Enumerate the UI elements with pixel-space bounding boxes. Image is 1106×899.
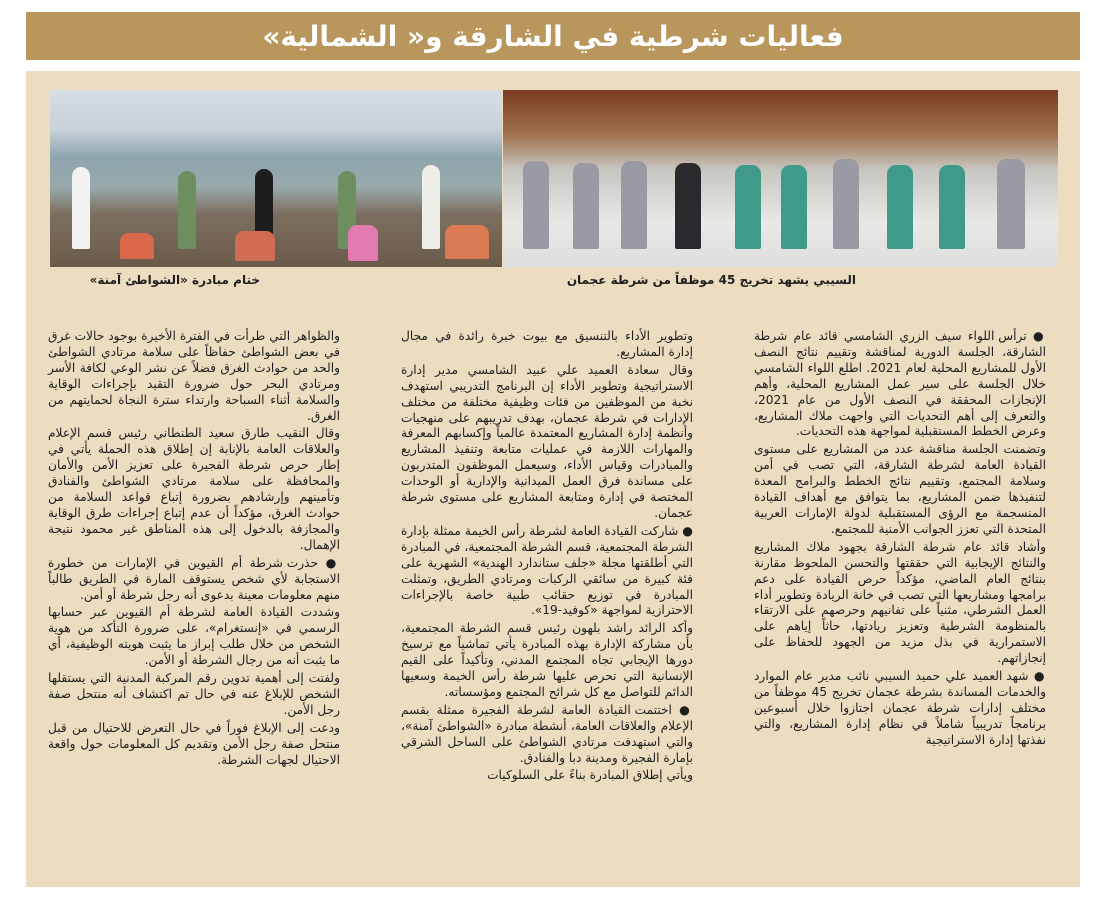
paragraph: وشددت القيادة العامة لشرطة أم القيوين عبر حسابها الرسمي في «إنستغرام»، على ضرورة التأكد من هوية الشخص من خلال طلب إبراز ما يثبت هويته الوظيفية، أي ما يثبت أنه من رجال الشرطة أو الأمن. [48, 605, 340, 668]
paragraph: والظواهر التي طرأت في الفترة الأخيرة بوجود حالات غرق في بعض الشواطئ حفاظاً على سلامة مرتادي الشواطئ والحد من حوادث الغرق فضلاً عن نشر الوعي لكافة الأسر ومرتادي البحر حول ضرورة التقيد بإجراءات الوقاية والسلامة أثناء السباحة وارتداء سترة النجاة لحمايتهم من الغرق. [48, 329, 340, 423]
paragraph: ● ترأس اللواء سيف الزري الشامسي قائد عام شرطة الشارقة، الجلسة الدورية لمناقشة وتقييم نتائج النصف الأول للمشاريع المحلية لعام 2021. اطلع اللواء الشامسي خلال الجلسة على سير عمل المشاريع المحلية، وأهم الإنجازات المحققة في النصف الأول من عام 2021، والتعرف إلى أهم التحديات التي واجهت ملاك المشاريع، وعرض الخطط المستقبلية لمواجهة هذه التحديات. [754, 329, 1046, 440]
article-column-right [754, 329, 1046, 751]
paragraph: ● حذرت شرطة أم القيوين في الإمارات من خطورة الاستجابة لأي شخص يستوقف المارة في الطريق طالباً منهم معلومات معينة بدعوى أنه رجل شرطة أو أمن. [48, 556, 340, 604]
paragraph: وأكد الرائد راشد بلهون رئيس قسم الشرطة المجتمعية، بأن مشاركة الإدارة بهذه المبادرة يأتي تماشياً مع ترسيخ دورها الإيجابي تجاه المجتمع المدني، وتأكيداً على القيم الإنسانية التي تحرص عليها شرطة رأس الخيمة وسعيها الدائم للتواصل مع كل شرائح المجتمع ومؤسساته. [401, 621, 693, 699]
paragraph: وتطوير الأداء بالتنسيق مع بيوت خبرة رائدة في مجال إدارة المشاريع. [401, 329, 693, 359]
paragraph: ● شاركت القيادة العامة لشرطة رأس الخيمة ممثلة بإدارة الشرطة المجتمعية، قسم الشرطة المجتمعية، في المبادرة التي أطلقتها مجلة «جلف ستاندارد الهندية» الشهرية على فئة كبيرة من سائقي الركبات ومرتادي الطريق، وتمثلت المبادرة في توزيع حقائب طبية خاصة بالإجراءات الاحترازية لمواجهة «كوفيد-19». [401, 524, 693, 619]
paragraph: ويأتي إطلاق المبادرة بناءً على السلوكيات [487, 768, 693, 783]
headline-bar [26, 12, 1080, 60]
graduation-photo-caption: السيبي يشهد تخريج 45 موظفاً من شرطة عجمان [566, 273, 856, 287]
beach-photo-caption: ختام مبادرة «الشواطئ آمنة» [89, 273, 260, 287]
paragraph: ولفتت إلى أهمية تدوين رقم المركبة المدنية التي يستقلها الشخص للإبلاغ عنه في حال تم اكتشاف أنه منتحل صفة رجل الأمن. [48, 671, 340, 717]
paragraph: وأشاد قائد عام شرطة الشارقة بجهود ملاك المشاريع والنتائج الإيجابية التي حققتها والتحسن الملحوظ مقارنة بنتائج العام الماضي، مؤكداً حرص القيادة على دعم برامجها ومشاريعها التي تصب في خانة الريادة وتطوير أداء العمل الشرطي، مثنياً على تفانيهم وحرصهم على الارتقاء بالمنظومة الشرطية وتعزيز ريادتها، حاثاً إياهم على الاستمرارية في بذل مزيد من الجهود للحفاظ على إنجازاتهم. [754, 539, 1046, 666]
paragraph: وقال النقيب طارق سعيد الطنطاني رئيس قسم الإعلام والعلاقات العامة بالإنابة إن إطلاق هذه الحملة يأتي في إطار حرص شرطة الفجيرة على تعزيز الأمن والأمان والمحافظة على سلامة مرتادي الشواطئ والفنادق وتأمينهم وإرشادهم بضرورة إتباع قواعد السلامة من حوادث الغرق، مؤكداً أن عدم إتباع إجراءات طرق الوقاية والمجازفة بالدخول إلى هذه المناطق غير محمود نتيجة الإهمال. [48, 426, 340, 552]
article-column-middle [401, 329, 693, 786]
paragraph: ودعت إلى الإبلاغ فوراً في حال التعرض للاحتيال من قبل منتحل صفة رجل الأمن وتقديم كل المعلومات حول واقعة الاحتيال لجهات الشرطة. [48, 720, 340, 767]
paragraph: وقال سعادة العميد علي عبيد الشامسي مدير إدارة الاستراتيجية وتطوير الأداء إن البرنامج التدريبي استهدف نخبة من الموظفين من فئات وظيفية مختلفة من مختلف الإدارات في شرطة عجمان، بهدف تدريبهم على منهجيات وأنظمة إدارة المشاريع المعتمدة عالمياً وإكسابهم المعرفة والمهارات اللازمة في عمليات متابعة وتنفيذ المشاريع والمبادرات وقياس الأداء، وسيعمل الموظفون المتدربون على مساندة فرق العمل الميدانية والإدارية أو الوحدات المختصة في إدارة ومتابعة المشاريع على مستوى شرطة عجمان. [401, 362, 693, 520]
paragraph: ● شهد العميد علي حميد السيبي نائب مدير عام الموارد والخدمات المساندة بشرطة عجمان تخريج 45 موظفاً من مختلف إدارات شرطة عجمان اجتازوا خلال أسبوعين برنامجاً تدريبياً شاملاً في نظام إدارة المشاريع، والتي نفذتها إدارة الاستراتيجية [754, 669, 1046, 749]
paragraph: ● اختتمت القيادة العامة لشرطة الفجيرة ممثلة بقسم الإعلام والعلاقات العامة، أنشطة مبادرة «الشواطئ آمنة»، والتي استهدفت مرتادي الشواطئ على الساحل الشرقي بإمارة الفجيرة ومدينة دبا والفنادق. [401, 703, 693, 767]
paragraph: وتضمنت الجلسة مناقشة عدد من المشاريع على مستوى القيادة العامة لشرطة الشارقة، التي تصب في أمن وسلامة المجتمع، وتقييم نتائج الخطط والبرامج المعدة لتنفيذها ضمن المشاريع، بما يتوافق مع أهداف القيادة المنسجمة مع الرؤى المستقبلية لدولة الإمارات العربية المتحدة التي تعزز الجوانب الأمنية للمجتمع. [754, 442, 1046, 536]
beach-photo [50, 90, 502, 267]
article-column-left [48, 329, 340, 770]
headline: فعاليات شرطية في الشارقة و« الشمالية» [262, 19, 844, 53]
graduation-photo [503, 90, 1058, 267]
article-page [26, 71, 1080, 887]
